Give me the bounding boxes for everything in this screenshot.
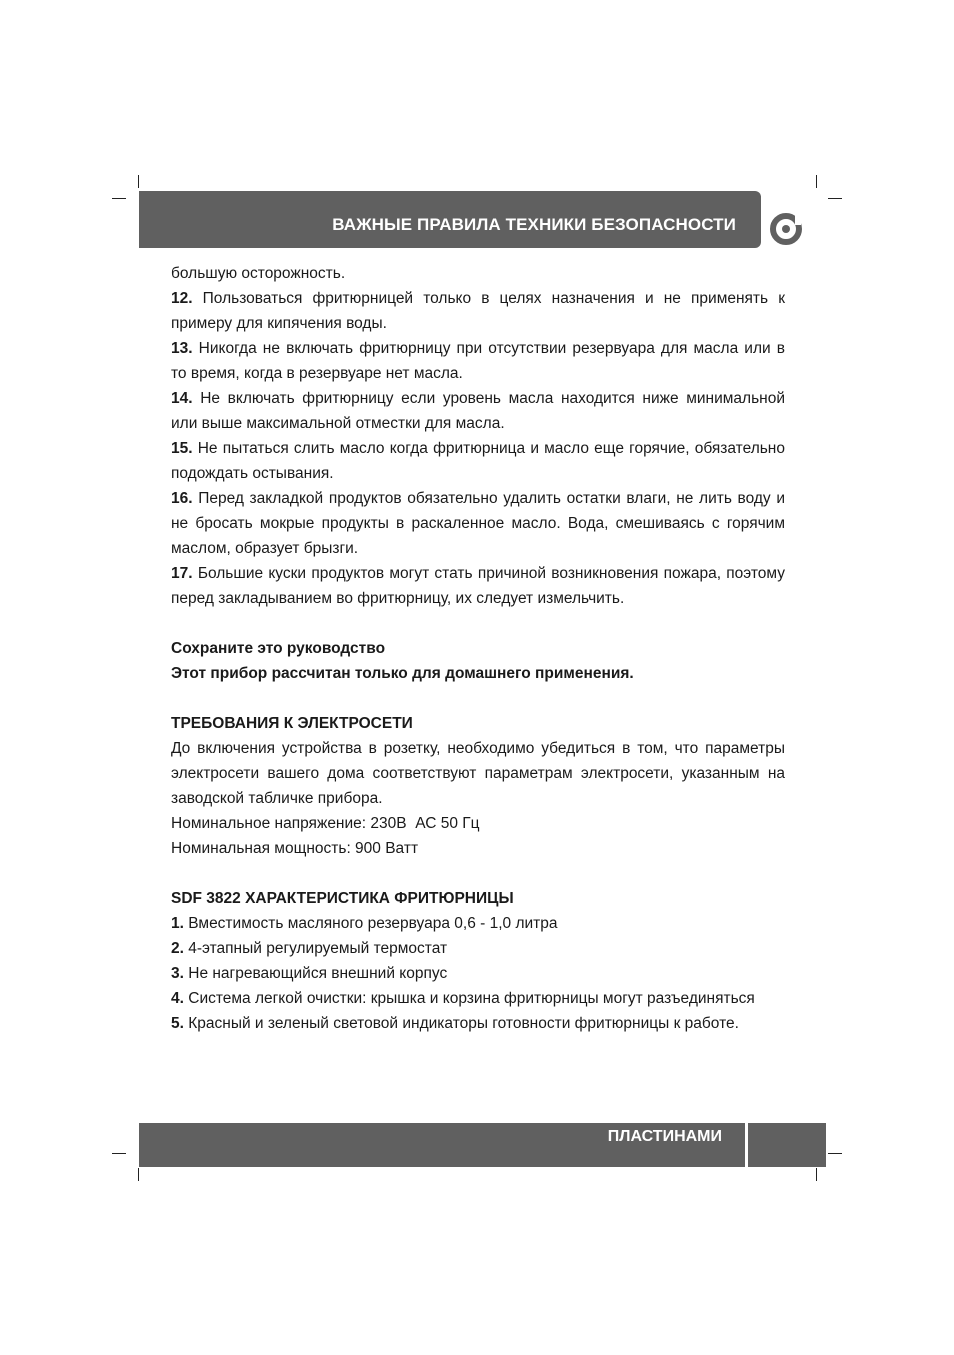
rule-item	[171, 336, 785, 386]
rule-text: Пользоваться фритюрницей только в целях назначения и не применять к примеру для кипячения воды.	[171, 290, 785, 332]
rule-text: Не включать фритюрницу если уровень масла находится ниже минимальной или выше максимальной отместки для масла.	[171, 390, 785, 432]
crop-mark	[112, 198, 126, 199]
rule-number: 13.	[171, 340, 193, 357]
rule-number: 12.	[171, 290, 193, 307]
specs-heading: SDF 3822 ХАРАКТЕРИСТИКА ФРИТЮРНИЦЫ	[171, 890, 514, 907]
crop-mark	[816, 175, 817, 188]
rule-item	[171, 436, 785, 486]
rule-text: Никогда не включать фритюрницу при отсутствии резервуара для масла или в то время, когда в резервуаре нет масла.	[171, 340, 785, 382]
spec-number: 4.	[171, 990, 184, 1007]
rule-text: Большие куски продуктов могут стать причиной возникновения пожара, поэтому перед закладыванием во фритюрницу, их следует измельчить.	[171, 565, 785, 607]
rule-number: 17.	[171, 565, 193, 582]
spec-item	[171, 911, 785, 936]
rule-item	[171, 286, 785, 336]
spec-number: 3.	[171, 965, 184, 982]
crop-mark	[828, 198, 842, 199]
household-use-note: Этот прибор рассчитан только для домашнего применения.	[171, 665, 634, 682]
spec-text: Вместимость масляного резервуара 0,6 - 1,0 литра	[183, 915, 558, 932]
rule-item	[171, 386, 785, 436]
rule-continuation: большую осторожность.	[171, 265, 346, 282]
header-band	[139, 191, 761, 248]
rule-text: Перед закладкой продуктов обязательно удалить остатки влаги, не лить воду и не бросать мокрые продукты в раскаленное масло. Вода, смешиваясь с горячим маслом, образует брызги.	[171, 490, 785, 557]
crop-mark	[112, 1153, 126, 1154]
rule-number: 15.	[171, 440, 193, 457]
spec-item	[171, 986, 785, 1011]
spec-number: 5.	[171, 1015, 184, 1032]
rule-number: 16.	[171, 490, 193, 507]
page-content	[171, 261, 785, 1036]
rated-voltage: Номинальное напряжение: 230В АС 50 Гц	[171, 815, 480, 832]
spec-number: 2.	[171, 940, 184, 957]
rule-item	[171, 486, 785, 561]
spec-item	[171, 961, 785, 986]
crop-mark	[138, 175, 139, 188]
footer-title: ПЛАСТИНАМИ	[607, 1128, 722, 1145]
footer-band	[139, 1123, 745, 1167]
crop-mark	[828, 1153, 842, 1154]
spec-number: 1.	[171, 915, 184, 932]
rule-text: Не пытаться слить масло когда фритюрница и масло еще горячие, обязательно подождать остывания.	[171, 440, 785, 482]
power-requirements-text: До включения устройства в розетку, необходимо убедиться в том, что параметры электросети вашего дома соответствуют параметрам электросети, указанным на заводской табличке прибора.	[171, 740, 785, 807]
spec-text: 4-этапный регулируемый термостат	[183, 940, 448, 957]
save-manual-note: Сохраните это руководство	[171, 640, 386, 657]
rule-number: 14.	[171, 390, 193, 407]
spec-text: Не нагревающийся внешний корпус	[183, 965, 448, 982]
power-requirements-heading: ТРЕБОВАНИЯ К ЭЛЕКТРОСЕТИ	[171, 715, 413, 732]
spec-text: Красный и зеленый световой индикаторы готовности фритюрницы к работе.	[183, 1015, 739, 1032]
spec-item	[171, 1011, 785, 1036]
brand-logo-icon	[768, 211, 804, 247]
page-number-box	[748, 1123, 826, 1167]
spec-item	[171, 936, 785, 961]
rated-power: Номинальная мощность: 900 Ватт	[171, 840, 419, 857]
crop-mark	[138, 1168, 139, 1181]
crop-mark	[816, 1168, 817, 1181]
rule-item	[171, 561, 785, 611]
spec-text: Система легкой очистки: крышка и корзина фритюрницы могут разъединяться	[183, 990, 755, 1007]
page-title: ВАЖНЫЕ ПРАВИЛА ТЕХНИКИ БЕЗОПАСНОСТИ	[332, 215, 736, 234]
